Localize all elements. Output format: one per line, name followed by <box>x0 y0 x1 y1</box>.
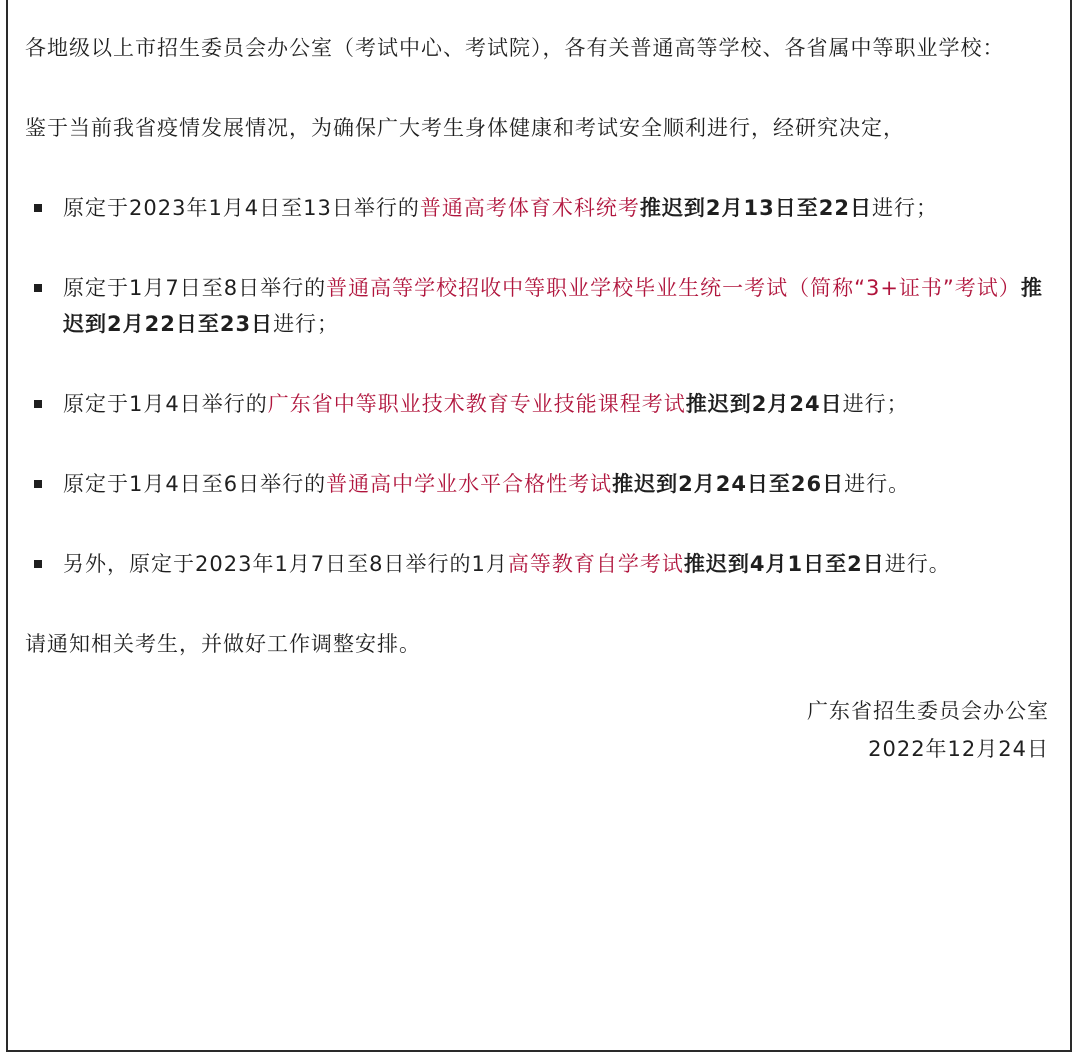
signature-org: 广东省招生委员会办公室 <box>807 699 1049 723</box>
bullet-square-icon <box>34 204 42 212</box>
bullet-square-icon <box>34 400 42 408</box>
exam-name: 高等教育自学考试 <box>507 552 684 576</box>
bullet-square-icon <box>34 480 42 488</box>
postponed-label: 推迟到 <box>683 552 750 576</box>
postponed-label: 推迟到 <box>612 472 679 496</box>
item-suffix: 进行。 <box>844 472 911 496</box>
exam-name: 普通高中学业水平合格性考试 <box>326 472 613 496</box>
item-prefix: 原定于1月4日举行的 <box>63 392 268 416</box>
new-date: 2月24日至26日 <box>678 472 845 496</box>
notice-frame <box>6 0 1072 1052</box>
item-prefix: 原定于2023年1月4日至13日举行的 <box>63 196 420 220</box>
list-item <box>25 546 1049 582</box>
item-suffix: 进行； <box>273 312 340 336</box>
item-prefix: 原定于1月7日至8日举行的 <box>63 276 327 300</box>
list-item <box>25 386 1049 422</box>
postponed-label: 推迟到 <box>63 276 1043 336</box>
signature-date: 2022年12月24日 <box>868 737 1049 761</box>
postponed-label: 推迟到 <box>639 196 706 220</box>
new-date: 2月13日至22日 <box>705 196 872 220</box>
intro-paragraph: 鉴于当前我省疫情发展情况，为确保广大考生身体健康和考试安全顺利进行，经研究决定， <box>25 116 905 140</box>
closing-paragraph: 请通知相关考生，并做好工作调整安排。 <box>25 632 421 656</box>
bullet-square-icon <box>34 560 42 568</box>
item-prefix: 原定于1月4日至6日举行的 <box>63 472 327 496</box>
new-date: 2月24日 <box>751 392 843 416</box>
notice-body <box>25 30 1049 768</box>
new-date: 2月22日至23日 <box>107 312 274 336</box>
list-item <box>25 270 1049 342</box>
item-suffix: 进行。 <box>884 552 951 576</box>
exam-name: 普通高等学校招收中等职业学校毕业生统一考试（简称“3+证书”考试） <box>326 276 1021 300</box>
list-item <box>25 466 1049 502</box>
salutation: 各地级以上市招生委员会办公室（考试中心、考试院），各有关普通高等学校、各省属中等职业学校： <box>25 36 1005 60</box>
item-prefix: 另外，原定于2023年1月7日至8日举行的1月 <box>63 552 508 576</box>
postponement-list <box>25 190 1049 582</box>
exam-name: 广东省中等职业技术教育专业技能课程考试 <box>267 392 686 416</box>
new-date: 4月1日至2日 <box>749 552 885 576</box>
signature-block <box>25 692 1049 768</box>
exam-name: 普通高考体育术科统考 <box>419 196 640 220</box>
item-suffix: 进行； <box>871 196 938 220</box>
item-suffix: 进行； <box>842 392 909 416</box>
bullet-square-icon <box>34 284 42 292</box>
postponed-label: 推迟到 <box>685 392 752 416</box>
list-item <box>25 190 1049 226</box>
